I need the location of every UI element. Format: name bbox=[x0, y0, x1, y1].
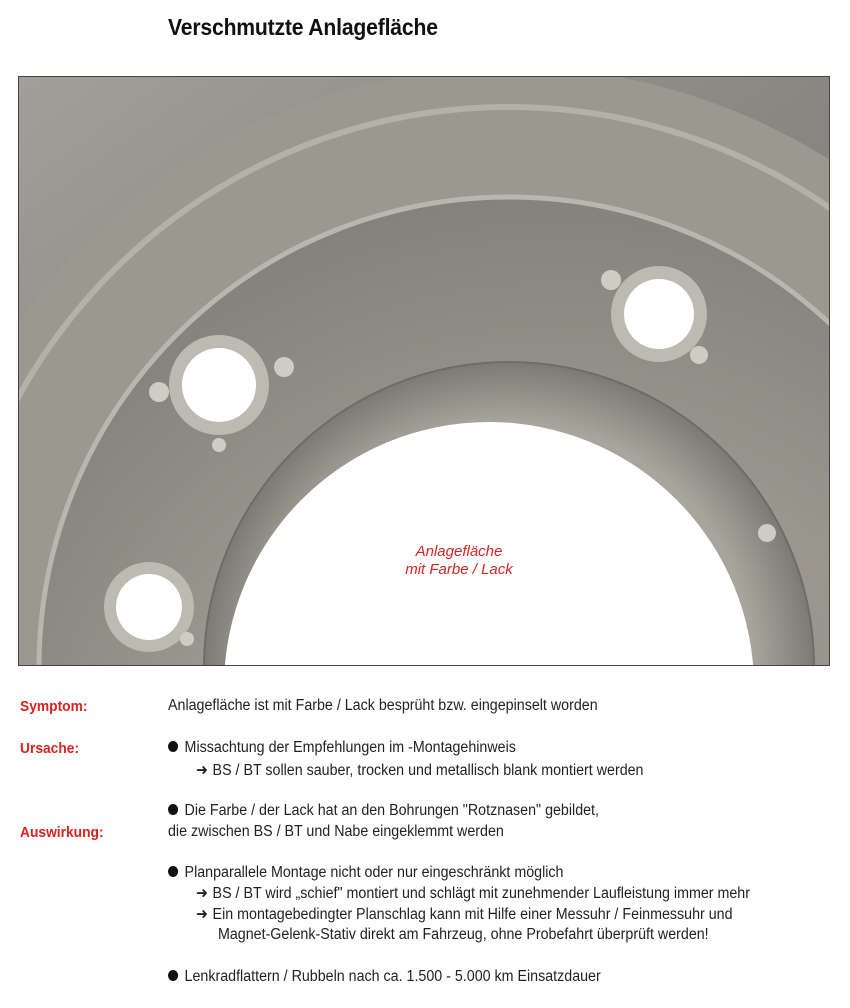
annotation-line-2: mit Farbe / Lack bbox=[405, 561, 513, 578]
bullet-icon bbox=[168, 741, 178, 752]
auswirkung-bullet-2: Lenkradflattern / Rubbeln nach ca. 1.500 - 5.000 km Einsatzdauer bbox=[168, 968, 601, 986]
ursache-bullet-2: Die Farbe / der Lack hat an den Bohrungen "Rotznasen" gebildet, bbox=[168, 802, 599, 820]
bullet-icon bbox=[168, 866, 178, 877]
symptom-text: Anlagefläche ist mit Farbe / Lack besprüht bzw. eingepinselt worden bbox=[168, 697, 598, 714]
page-title: Verschmutzte Anlagefläche bbox=[168, 14, 438, 40]
brake-disc-photo bbox=[18, 76, 830, 666]
ursache-bullet-1: Missachtung der Empfehlungen im -Montagehinweis bbox=[168, 739, 516, 757]
arrow-right-icon: ➜ bbox=[196, 885, 208, 902]
ursache-label: Ursache: bbox=[20, 740, 80, 757]
bolt-hole bbox=[104, 562, 194, 652]
bullet-icon bbox=[168, 804, 178, 815]
arrow-right-icon: ➜ bbox=[196, 762, 208, 779]
auswirkung-label: Auswirkung: bbox=[20, 824, 104, 841]
auswirkung-sub-1: ➜ BS / BT wird „schief" montiert und schlägt mit zunehmender Laufleistung immer mehr bbox=[196, 885, 750, 902]
auswirkung-sub-2: ➜ Ein montagebedingter Planschlag kann mit Hilfe einer Messuhr / Feinmessuhr und bbox=[196, 906, 733, 923]
arrow-right-icon: ➜ bbox=[196, 906, 208, 923]
photo-annotation bbox=[359, 543, 559, 579]
ursache-bullet-1-sub: ➜ BS / BT sollen sauber, trocken und metallisch blank montiert werden bbox=[196, 762, 644, 779]
ursache-bullet-2-line-2: die zwischen BS / BT und Nabe eingeklemmt werden bbox=[168, 823, 504, 840]
auswirkung-bullet-1: Planparallele Montage nicht oder nur eingeschränkt möglich bbox=[168, 864, 563, 882]
annotation-line-1: Anlagefläche bbox=[415, 543, 503, 560]
bullet-icon bbox=[168, 970, 178, 981]
symptom-label: Symptom: bbox=[20, 698, 88, 715]
auswirkung-sub-2-line-2: Magnet-Gelenk-Stativ direkt am Fahrzeug, ohne Probefahrt überprüft werden! bbox=[218, 926, 709, 943]
